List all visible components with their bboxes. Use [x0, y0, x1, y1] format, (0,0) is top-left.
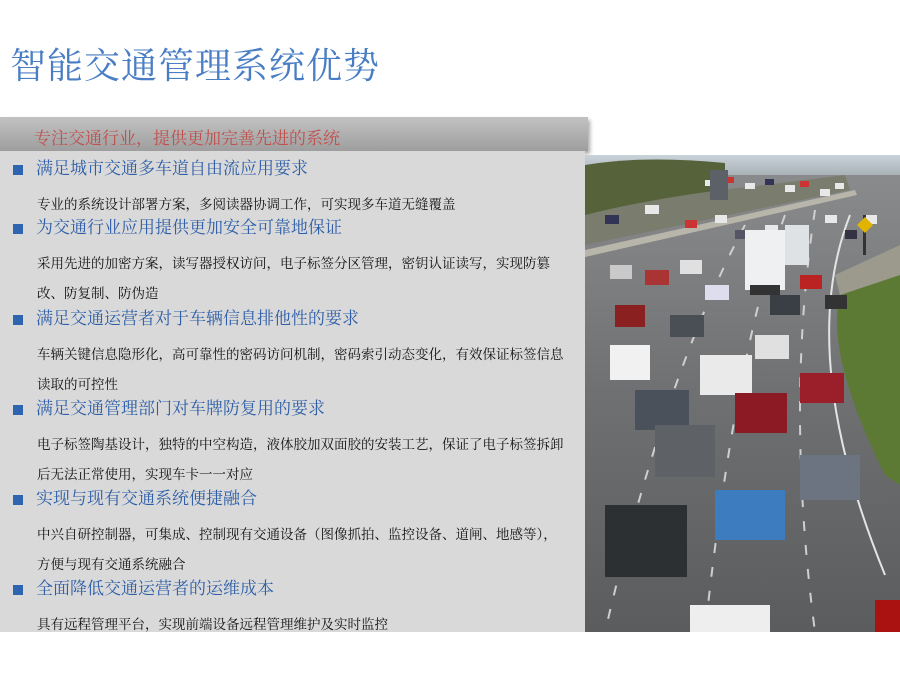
square-bullet-icon — [13, 224, 23, 234]
advantage-description: 电子标签陶基设计，独特的中空构造，液体胶加双面胶的安装工艺，保证了电子标签拆卸后无法正常使用，实现车卡一一对应 — [37, 437, 564, 483]
square-bullet-icon — [13, 165, 23, 175]
highway-traffic-photo — [585, 155, 900, 632]
advantage-description: 具有远程管理平台，实现前端设备远程管理维护及实时监控 — [37, 617, 388, 633]
subtitle-banner — [0, 117, 588, 151]
advantage-heading: 全面降低交通运营者的运维成本 — [36, 579, 274, 599]
advantage-heading: 满足交通管理部门对车牌防复用的要求 — [36, 399, 325, 419]
advantage-heading: 满足交通运营者对于车辆信息排他性的要求 — [36, 309, 359, 329]
subtitle-text: 专注交通行业，提供更加完善先进的系统 — [34, 129, 340, 149]
advantage-description: 专业的系统设计部署方案，多阅读器协调工作，可实现多车道无缝覆盖 — [37, 197, 456, 213]
advantage-description: 采用先进的加密方案，读写器授权访问，电子标签分区管理，密钥认证读写，实现防篡改、防复制、防伪造 — [37, 256, 550, 302]
advantage-heading: 满足城市交通多车道自由流应用要求 — [36, 159, 308, 179]
square-bullet-icon — [13, 315, 23, 325]
advantage-heading: 实现与现有交通系统便捷融合 — [36, 489, 257, 509]
square-bullet-icon — [13, 405, 23, 415]
advantage-heading: 为交通行业应用提供更加安全可靠地保证 — [36, 218, 342, 238]
advantage-description: 中兴自研控制器，可集成、控制现有交通设备（图像抓拍、监控设备、道闸、地感等），方便与现有交通系统融合 — [37, 527, 557, 573]
content-panel — [0, 151, 585, 632]
page-title: 智能交通管理系统优势 — [10, 46, 381, 87]
square-bullet-icon — [13, 495, 23, 505]
square-bullet-icon — [13, 585, 23, 595]
advantage-description: 车辆关键信息隐形化，高可靠性的密码访问机制，密码索引动态变化，有效保证标签信息读取的可控性 — [37, 347, 564, 393]
